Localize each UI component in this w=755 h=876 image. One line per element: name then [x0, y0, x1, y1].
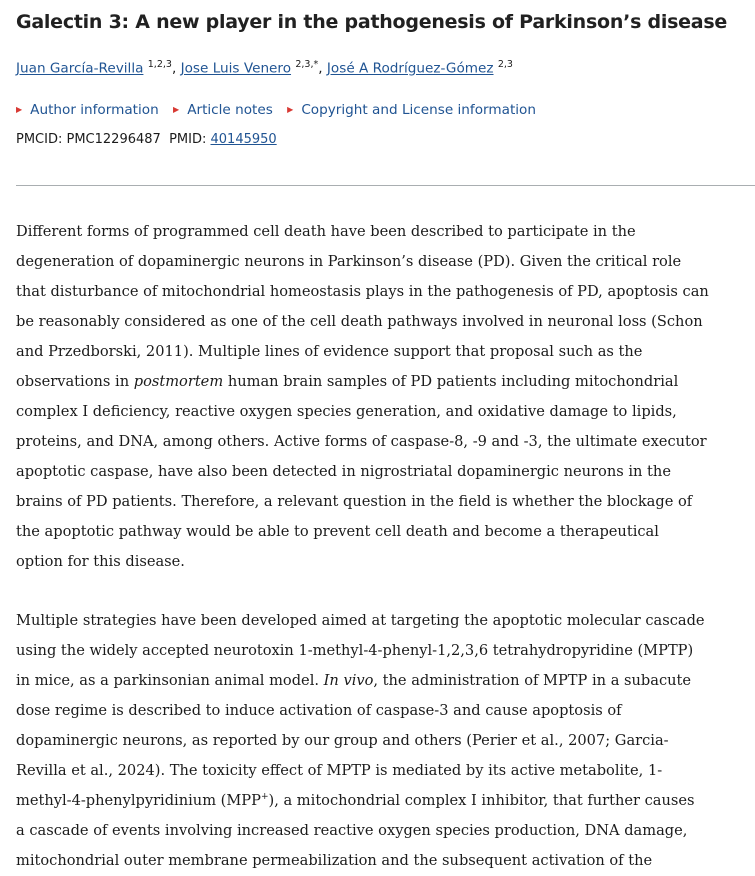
text-run: , the administration of MPTP in a subacute [373, 672, 692, 689]
pmid-label: PMID: [169, 132, 207, 147]
author-link-1[interactable]: Juan García-Revilla [16, 60, 144, 77]
paragraph-1 [16, 217, 755, 577]
paragraph-line: brains of PD patients. Therefore, a relevant question in the field is whether the blockage of [16, 493, 693, 510]
pmcid-label: PMCID: [16, 132, 63, 147]
author-affil-3: 2,3 [497, 59, 513, 70]
article-identifiers [16, 130, 277, 150]
author-information-label: Author information [30, 102, 159, 118]
article-notes-label: Article notes [187, 102, 273, 118]
paragraph-line: be reasonably considered as one of the cell death pathways involved in neuronal loss (Schon [16, 313, 703, 330]
author-affil-2: 2,3,* [295, 59, 319, 70]
paragraph-line: apoptotic caspase, have also been detected in nigrostriatal dopaminergic neurons in the [16, 463, 671, 480]
article-info-links [16, 99, 546, 123]
text-run: ), a mitochondrial complex I inhibitor, that further causes [268, 792, 695, 809]
copyright-license-label: Copyright and License information [301, 102, 536, 118]
author-link-3[interactable]: José A Rodríguez-Gómez [326, 60, 494, 77]
paragraph-line: dose regime is described to induce activation of caspase-3 and cause apoptosis of [16, 702, 622, 719]
triangle-right-icon: ▶ [173, 105, 180, 114]
paragraph-line: a cascade of events involving increased reactive oxygen species production, DNA damage, [16, 822, 688, 839]
pmcid-value: PMC12296487 [66, 132, 161, 147]
copyright-license-toggle[interactable] [287, 102, 536, 118]
paragraph-line: option for this disease. [16, 553, 185, 570]
text-run: human brain samples of PD patients including mitochondrial [227, 373, 679, 390]
article-title: Galectin 3: A new player in the pathogenesis of Parkinson’s disease [16, 11, 728, 33]
author-separator: , [171, 60, 177, 77]
superscript-plus: + [260, 792, 269, 803]
paragraph-line: complex I deficiency, reactive oxygen species generation, and oxidative damage to lipids, [16, 403, 677, 420]
italic-term: In vivo [323, 672, 374, 689]
paragraph-line: the apoptotic pathway would be able to prevent cell death and become a therapeutical [16, 523, 659, 540]
paragraph-line: and Przedborski, 2011). Multiple lines of evidence support that proposal such as the [16, 343, 643, 360]
paragraph-line: Revilla et al., 2024). The toxicity effect of MPTP is mediated by its active metabolite, 1- [16, 762, 663, 779]
paragraph-line: that disturbance of mitochondrial homeostasis plays in the pathogenesis of PD, apoptosis can [16, 283, 709, 300]
paragraph-line: Multiple strategies have been developed aimed at targeting the apoptotic molecular cascade [16, 612, 705, 629]
section-divider [16, 185, 755, 186]
author-list [16, 54, 513, 80]
author-link-2[interactable]: Jose Luis Venero [180, 60, 292, 77]
author-affil-1: 1,2,3 [147, 59, 172, 70]
text-run: in mice, as a parkinsonian animal model. [16, 672, 319, 689]
italic-term: postmortem [133, 373, 224, 390]
paragraph-line [16, 666, 755, 696]
paragraph-line: using the widely accepted neurotoxin 1-methyl-4-phenyl-1,2,3,6 tetrahydropyridine (MPTP) [16, 642, 694, 659]
author-separator: , [318, 60, 323, 77]
paragraph-line: degeneration of dopaminergic neurons in Parkinson’s disease (PD). Given the critical role [16, 253, 682, 270]
paragraph-2 [16, 606, 755, 876]
paragraph-line: mitochondrial outer membrane permeabilization and the subsequent activation of the [16, 852, 653, 869]
pmid-link[interactable]: 40145950 [210, 132, 277, 147]
triangle-right-icon: ▶ [287, 105, 294, 114]
paragraph-line [16, 786, 755, 816]
triangle-right-icon: ▶ [16, 105, 23, 114]
paragraph-line: dopaminergic neurons, as reported by our group and others (Perier et al., 2007; Garcia- [16, 732, 669, 749]
paragraph-line: proteins, and DNA, among others. Active forms of caspase-8, -9 and -3, the ultimate executor [16, 433, 707, 450]
paragraph-line: Different forms of programmed cell death have been described to participate in the [16, 223, 636, 240]
text-run: methyl-4-phenylpyridinium (MPP [16, 792, 261, 809]
paragraph-line [16, 367, 755, 397]
author-information-toggle[interactable] [16, 102, 159, 118]
article-notes-toggle[interactable] [173, 102, 273, 118]
text-run: observations in [16, 373, 130, 390]
